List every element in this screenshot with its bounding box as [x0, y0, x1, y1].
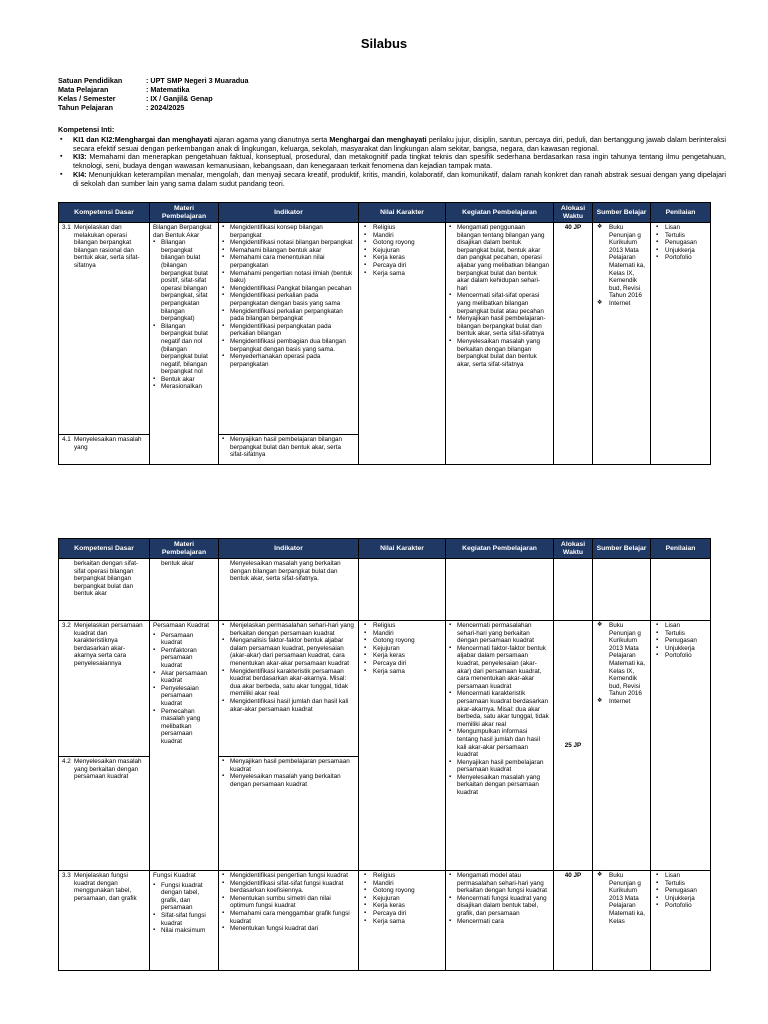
list-item: ▪ Mengidentifikasi pengertian fungsi kuadrat [222, 872, 355, 880]
nilai-karakter-list [362, 224, 442, 277]
materi-list [153, 239, 215, 391]
list-item: ▪ Portofolio [654, 652, 707, 660]
list-item: ❖ Internet [596, 300, 647, 308]
kd-cell [59, 223, 150, 435]
kd-cell [59, 621, 150, 757]
list-item: ▪ Unjukkerja [654, 895, 707, 903]
materi-cell [150, 223, 219, 465]
list-item: ▪ Menyajikan hasil pembelajaran persamaan kuadrat [222, 758, 355, 773]
list-item: ▪ Lisan [654, 224, 707, 232]
indikator-list [222, 436, 355, 459]
materi-intro: Persamaan Kuadrat [153, 622, 210, 629]
list-item: ▪ Memahami pengertian notasi ilmiah (bentuk baku) [222, 270, 355, 285]
header-kompetensi-dasar: Kompetensi Dasar [59, 539, 150, 559]
penilaian-list [654, 224, 707, 262]
list-item: ▪ Mencermati permasalahan sehari-hari yang berkaitan dengan persamaan kuadrat [449, 622, 550, 645]
nilai-karakter-cell [359, 559, 446, 621]
syllabus-table-1 [58, 202, 711, 465]
kegiatan-list [449, 622, 550, 797]
kegiatan-list [449, 872, 550, 925]
list-item: ▪ Kejujuran [362, 247, 442, 255]
list-item: ▪ Tertulis [654, 232, 707, 240]
indikator-cell [219, 223, 359, 435]
list-item: ▪ Bentuk akar [153, 376, 215, 384]
list-item: ▪ Kerja keras [362, 902, 442, 910]
list-item: ▪ Percaya diri [362, 262, 442, 270]
kd-number: 4.1 [62, 436, 71, 443]
list-item: ❖ Buku Penunjan g Kurikulum 2013 Mata Pelajaran Matemati ka, Kelas IX, Kemendik bud, Revisi Tahun 2016 [596, 622, 647, 698]
header-penilaian: Penilaian [651, 203, 711, 223]
list-item: ▪ Mengidentifikasi Pangkat bilangan pecahan [222, 285, 355, 293]
kd-number: 4.2 [62, 758, 71, 765]
list-item: ▪ Mencermati karakteristik persamaan kuadrat berdasarkan akar-akarnya. Misal: dua akar berbeda, satu akar tunggal, tidak memiliki akar real [449, 690, 550, 728]
alokasi-cell [554, 559, 593, 621]
meta-value: : IX / Ganjil& Genap [146, 94, 213, 103]
indikator-list [222, 622, 355, 713]
list-item: ▪ Religius [362, 622, 442, 630]
table-row [59, 223, 711, 435]
list-item: ▪ Memahami cara menentukan nilai perpangkatan [222, 254, 355, 269]
header-materi: Materi Pembelajaran [150, 203, 219, 223]
ki-list [58, 136, 726, 189]
ki-item-1-2 [58, 136, 726, 154]
kd-text: berkaitan dengan sifat-sifat operasi bilangan berpangkat bilangan berpangkat bulat dan bentuk akar [74, 560, 139, 598]
kd-cell [59, 871, 150, 971]
list-item: ▪ Akar persamaan kuadrat [153, 670, 215, 685]
list-item: ❖ Buku Penunjan g Kurikulum 2013 Mata Pelajaran Matemati ka, Kelas [596, 872, 647, 925]
indikator-list [222, 224, 355, 368]
indikator-cell [219, 757, 359, 871]
kegiatan-cell [446, 871, 554, 971]
list-item: ▪ Mandiri [362, 880, 442, 888]
penilaian-list [654, 622, 707, 660]
list-item: ▪ Kerja sama [362, 270, 442, 278]
list-item: ▪ Memahami bilangan bentuk akar [222, 247, 355, 255]
syllabus-table-2 [58, 538, 711, 971]
list-item: ▪ Kejujuran [362, 895, 442, 903]
ki-bold: Menghargai dan menghayati [329, 134, 427, 144]
list-item: ▪ Sifat-sifat fungsi kuadrat [153, 912, 215, 927]
meta-label: Mata Pelajaran [58, 85, 109, 94]
ki-text: ajaran agama yang dianutnya serta [212, 134, 330, 144]
header-kegiatan: Kegiatan Pembelajaran [446, 539, 554, 559]
meta-value: : Matematika [146, 85, 190, 94]
header-nilai-karakter: Nilai Karakter [359, 203, 446, 223]
meta-row-mapel [58, 85, 249, 94]
kd-cell [59, 559, 150, 621]
ki-item-4 [58, 171, 726, 189]
table-header-row [59, 539, 711, 559]
header-alokasi: Alokasi Waktu [554, 539, 593, 559]
kegiatan-cell [446, 559, 554, 621]
list-item: ▪ Mengidentifikasi perkalian perpangkatan pada bilangan berpangkat [222, 308, 355, 323]
list-item: ▪ Mencermati cara [449, 918, 550, 926]
list-item: ❖ Internet [596, 698, 647, 706]
list-item: ▪ Menyajikan hasil pembelajaran-bilangan berpangkat bulat dan bentuk akar, serta sifat-sifatnya [449, 315, 550, 338]
indikator-cell [219, 871, 359, 971]
list-item: ▪ Kerja sama [362, 668, 442, 676]
list-item: ▪ Mengamati model atau permasalahan sehari-hari yang berkaitan dengan fungsi kuadrat [449, 872, 550, 895]
list-item: ▪ Memahami cara menggambar grafik fungsi kuadrat [222, 910, 355, 925]
kegiatan-cell [446, 223, 554, 465]
indikator-cell [219, 559, 359, 621]
list-item: ▪ Mengidentifikasi hasil jumlah dan hasil kali akar-akar persamaan kuadrat [222, 698, 355, 713]
indikator-cell [219, 621, 359, 757]
meta-label: Kelas / Semester [58, 94, 116, 103]
list-item: ▪ Menjelaskan permasalahan sehari-hari yang berkaitan dengan persamaan kuadrat [222, 622, 355, 637]
list-item: ▪ Unjukkerja [654, 247, 707, 255]
list-item: ▪ Penugasan [654, 637, 707, 645]
penilaian-cell [651, 871, 711, 971]
list-item: ▪ Mencermati sifat-sifat operasi yang melibatkan bilangan berpangkat bulat atau pecahan [449, 292, 550, 315]
list-item: ▪ Gotong royong [362, 887, 442, 895]
list-item: ▪ Menentukan fungsi kuadrat dari [222, 925, 355, 933]
ki-text: Menunjukkan keterampilan menalar, mengolah, dan menyaji secara kreatif, produktif, kritis, mandiri, kolaboratif, dan komunikatif, dalam ranah konkret dan ranah abstrak sesuai dengan yang dipelajari di sekolah dan sumber lain yang sama dalam sudut pandang teori. [73, 169, 726, 188]
indikator-list [222, 758, 355, 788]
sumber-cell [593, 871, 651, 971]
list-item: ▪ Menganalisis faktor-faktor bentuk aljabar dalam persamaan kuadrat, penyelesaian (akar-akar) dari persamaan kuadrat, cara menentukan akar-akar persamaan kuadrat [222, 637, 355, 667]
list-item: ▪ Mencermati fungsi kuadrat yang disajikan dalam bentuk tabel, grafik, dan persamaan [449, 895, 550, 918]
list-item: ▪ Kerja keras [362, 652, 442, 660]
list-item: ▪ Kerja sama [362, 918, 442, 926]
list-item: ▪ Mandiri [362, 630, 442, 638]
materi-list [153, 882, 215, 935]
materi-intro: Bilangan Berpangkat dan Bentuk Akar [153, 224, 212, 239]
list-item: ▪ Bilangan berpangkat bilangan bulat (bilangan berpangkat bulat positif, sifat-sifat operasi bilangan berpangkat, sifat perpangkatan bilangan berpangkat) [153, 239, 215, 323]
list-item: ▪ Religius [362, 872, 442, 880]
materi-cell [150, 621, 219, 871]
indikator-list [222, 872, 355, 933]
kd-text: Menjelaskan dan melakukan operasi bilangan berpangkat bilangan rasional dan bentuk akar, serta sifat-sifatnya [74, 224, 140, 269]
nilai-karakter-cell [359, 621, 446, 871]
list-item: ▪ Tertulis [654, 630, 707, 638]
sumber-cell [593, 621, 651, 871]
list-item: ▪ Portofolio [654, 902, 707, 910]
meta-row-tahun [58, 103, 249, 112]
list-item: ▪ Menyelesaikan masalah yang berkaitan dengan persamaan kuadrat [449, 774, 550, 797]
alokasi-cell: 25 JP [554, 621, 593, 871]
nilai-karakter-list [362, 872, 442, 925]
kd-text: Menjelaskan fungsi kuadrat dengan menggunakan tabel, persamaan, dan grafik [74, 872, 137, 902]
header-alokasi: Alokasi Waktu [554, 203, 593, 223]
meta-value: : UPT SMP Negeri 3 Muaradua [146, 76, 249, 85]
list-item: ▪ Fungsi kuadrat dengan tabel, grafik, dan persamaan [153, 882, 215, 912]
table-header-row [59, 203, 711, 223]
penilaian-cell [651, 559, 711, 621]
header-materi: Materi Pembelajaran [150, 539, 219, 559]
kd-number: 3.3 [62, 872, 71, 879]
ki-text: Memahami dan menerapkan pengetahuan faktual, konseptual, prosedural, dan metakognitif pada tingkat teknis dan spesifik sederhana berdasarkan rasa ingin tahunya tentang ilmu pengetahuan, teknologi, seni, budaya dengan wawasan kemanusiaan, kebangsaan, dan kenegaraan terkait fenomena dan kejadian tampak mata. [73, 152, 726, 171]
header-sumber: Sumber Belajar [593, 203, 651, 223]
penilaian-cell [651, 621, 711, 871]
materi-cell [150, 559, 219, 621]
alokasi-cell: 40 JP [554, 223, 593, 465]
nilai-karakter-cell [359, 871, 446, 971]
list-item: ▪ Persamaan kuadrat [153, 632, 215, 647]
ki-item-3 [58, 153, 726, 171]
meta-label: Satuan Pendidikan [58, 76, 123, 85]
list-item: ▪ Menyelesaikan masalah yang berkaitan dengan bilangan berpangkat bulat dan bentuk akar, serta sifat-sifatnya [449, 338, 550, 368]
materi-text: bentuk akar [161, 560, 194, 567]
list-item: ▪ Pemfaktoran persamaan kuadrat [153, 647, 215, 670]
indikator-text: Menyelesaikan masalah yang berkaitan dengan bilangan berpangkat bulat dan bentuk akar, serta sifat-sifatnya. [230, 560, 341, 583]
kegiatan-cell [446, 621, 554, 871]
list-item: ▪ Menyajikan hasil pembelajaran persamaan kuadrat [449, 759, 550, 774]
list-item: ▪ Mengidentifikasi sifat-sifat fungsi kuadrat berdasarkan koefisiennya. [222, 880, 355, 895]
header-sumber: Sumber Belajar [593, 539, 651, 559]
list-item: ▪ Pemecahan masalah yang melibatkan persamaan kuadrat [153, 708, 215, 746]
header-penilaian: Penilaian [651, 539, 711, 559]
kd-cell [59, 435, 150, 465]
list-item: ▪ Kejujuran [362, 645, 442, 653]
list-item: ▪ Mengidentifikasi perkalian pada perpangkatan dengan basis yang sama [222, 292, 355, 307]
meta-value: : 2024/2025 [146, 103, 185, 112]
kd-number: 3.2 [62, 622, 71, 629]
list-item: ▪ Nilai maksimum [153, 927, 215, 935]
header-nilai-karakter: Nilai Karakter [359, 539, 446, 559]
ki-heading: Kompetensi Inti: [58, 125, 115, 134]
nilai-karakter-cell [359, 223, 446, 465]
list-item: ▪ Lisan [654, 622, 707, 630]
list-item: ▪ Penugasan [654, 887, 707, 895]
list-item: ▪ Menyajikan hasil pembelajaran bilangan berpangkat bulat dan bentuk akar, serta sifat-sifatnya [222, 436, 355, 459]
table-row [59, 559, 711, 621]
list-item: ▪ Religius [362, 224, 442, 232]
list-item: ▪ Portofolio [654, 254, 707, 262]
sumber-list [596, 224, 647, 308]
list-item: ▪ Tertulis [654, 880, 707, 888]
sumber-cell [593, 559, 651, 621]
page-title: Silabus [360, 36, 408, 51]
list-item: ▪ Menentukan sumbu simetri dan nilai optimum fungsi kuadrat [222, 895, 355, 910]
kompetensi-inti [58, 126, 726, 189]
meta-row-satuan [58, 76, 249, 85]
kd-text: Menyelesaikan masalah yang [74, 436, 142, 451]
list-item: ▪ Percaya diri [362, 660, 442, 668]
list-item: ▪ Mengidentifikasi perpangkatan pada perkalian bilangan [222, 323, 355, 338]
list-item: ▪ Mengidentifikasi konsep bilangan berpangkat [222, 224, 355, 239]
sumber-list [596, 622, 647, 706]
materi-intro: Fungsi Kuadrat [153, 872, 196, 879]
sumber-list [596, 872, 647, 925]
meta-label: Tahun Pelajaran [58, 103, 113, 112]
nilai-karakter-list [362, 622, 442, 675]
list-item: ▪ Mengumpulkan informasi tentang hasil jumlah dan hasil kali akar-akar persamaan kuadrat [449, 728, 550, 758]
meta-row-kelas [58, 94, 249, 103]
list-item: ▪ Mengidentifikasi karakteristik persamaan kuadrat berdasarkan akar-akarnya. Misal: dua akar berbeda, satu akar tunggal, tidak memiliki akar real [222, 668, 355, 698]
list-item: ▪ Gotong royong [362, 239, 442, 247]
list-item: ▪ Mengamati penggunaan bilangan tentang bilangan yang disajikan dalam bentuk berpangkat bulat, bentuk akar dan pangkat pecahan, operasi aljabar yang melibatkan bilangan berpangkat bulat dan bentuk akar dalam kehidupan sehari-hari [449, 224, 550, 292]
list-item: ▪ Mencermati faktor-faktor bentuk aljabar dalam persamaan kuadrat, penyelesaian (akar-akar) dari persamaan kuadrat, cara menentukan akar-akar persamaan kuadrat [449, 645, 550, 691]
ki-label: KI3: [73, 152, 87, 162]
list-item: ▪ Mengidentifikasi notasi bilangan berpangkat [222, 239, 355, 247]
penilaian-cell [651, 223, 711, 465]
indikator-cell [219, 435, 359, 465]
list-item: ▪ Mengidentifikasi pembagian dua bilangan berpangkat dengan basis yang sama. [222, 338, 355, 353]
ki-label: KI1 dan KI2: [73, 134, 115, 144]
list-item: ❖ Buku Penunjan g Kurikulum 2013 Mata Pelajaran Matemati ka, Kelas IX, Kemendik bud, Revisi Tahun 2016 [596, 224, 647, 300]
list-item: ▪ Percaya diri [362, 910, 442, 918]
header-kegiatan: Kegiatan Pembelajaran [446, 203, 554, 223]
materi-cell [150, 871, 219, 971]
list-item: ▪ Penugasan [654, 239, 707, 247]
alokasi-cell: 40 JP [554, 871, 593, 971]
table-row [59, 871, 711, 971]
header-kompetensi-dasar: Kompetensi Dasar [59, 203, 150, 223]
ki-bold: Menghargai dan menghayati [114, 134, 213, 144]
kd-text: Menjelaskan persamaan kuadrat dan karakteristiknya berdasarkan akar-akarnya serta cara penyelesaiannya [74, 622, 143, 667]
list-item: ▪ Menyederhanakan operasi pada perpangkatan [222, 353, 355, 368]
list-item: ▪ Merasionalkan [153, 383, 215, 391]
list-item: ▪ Penyelesaian persamaan kuadrat [153, 685, 215, 708]
table-row [59, 621, 711, 757]
kegiatan-list [449, 224, 550, 368]
list-item: ▪ Unjukkerja [654, 645, 707, 653]
kd-text: Menyelesaikan masalah yang berkaitan dengan persamaan kuadrat [74, 758, 142, 781]
list-item: ▪ Mandiri [362, 232, 442, 240]
sumber-cell [593, 223, 651, 465]
list-item: ▪ Gotong royong [362, 637, 442, 645]
list-item: ▪ Kerja keras [362, 254, 442, 262]
header-indikator: Indikator [219, 203, 359, 223]
document-metadata [58, 76, 249, 112]
list-item: ▪ Menyelesaikan masalah yang berkaitan dengan persamaan kuadrat [222, 773, 355, 788]
penilaian-list [654, 872, 707, 910]
header-indikator: Indikator [219, 539, 359, 559]
materi-list [153, 632, 215, 746]
kd-cell [59, 757, 150, 871]
ki-text: perilaku jujur, disiplin, santun, percaya diri, peduli, dan bertanggung jawab dalam berinteraksi secara efektif sesuai dengan perkembangan anak di lingkungan, keluarga, sekolah, masyarakat dan lingkungan alam sekitar, bangsa, negara, dan kawasan regional. [73, 134, 726, 153]
list-item: ▪ Lisan [654, 872, 707, 880]
ki-label: KI4: [73, 169, 87, 179]
kd-number: 3.1 [62, 224, 71, 231]
list-item: ▪ Bilangan berpangkat bulat negatif dan nol (bilangan berpangkat bulat negatif, bilangan berpangkat nol [153, 323, 215, 376]
